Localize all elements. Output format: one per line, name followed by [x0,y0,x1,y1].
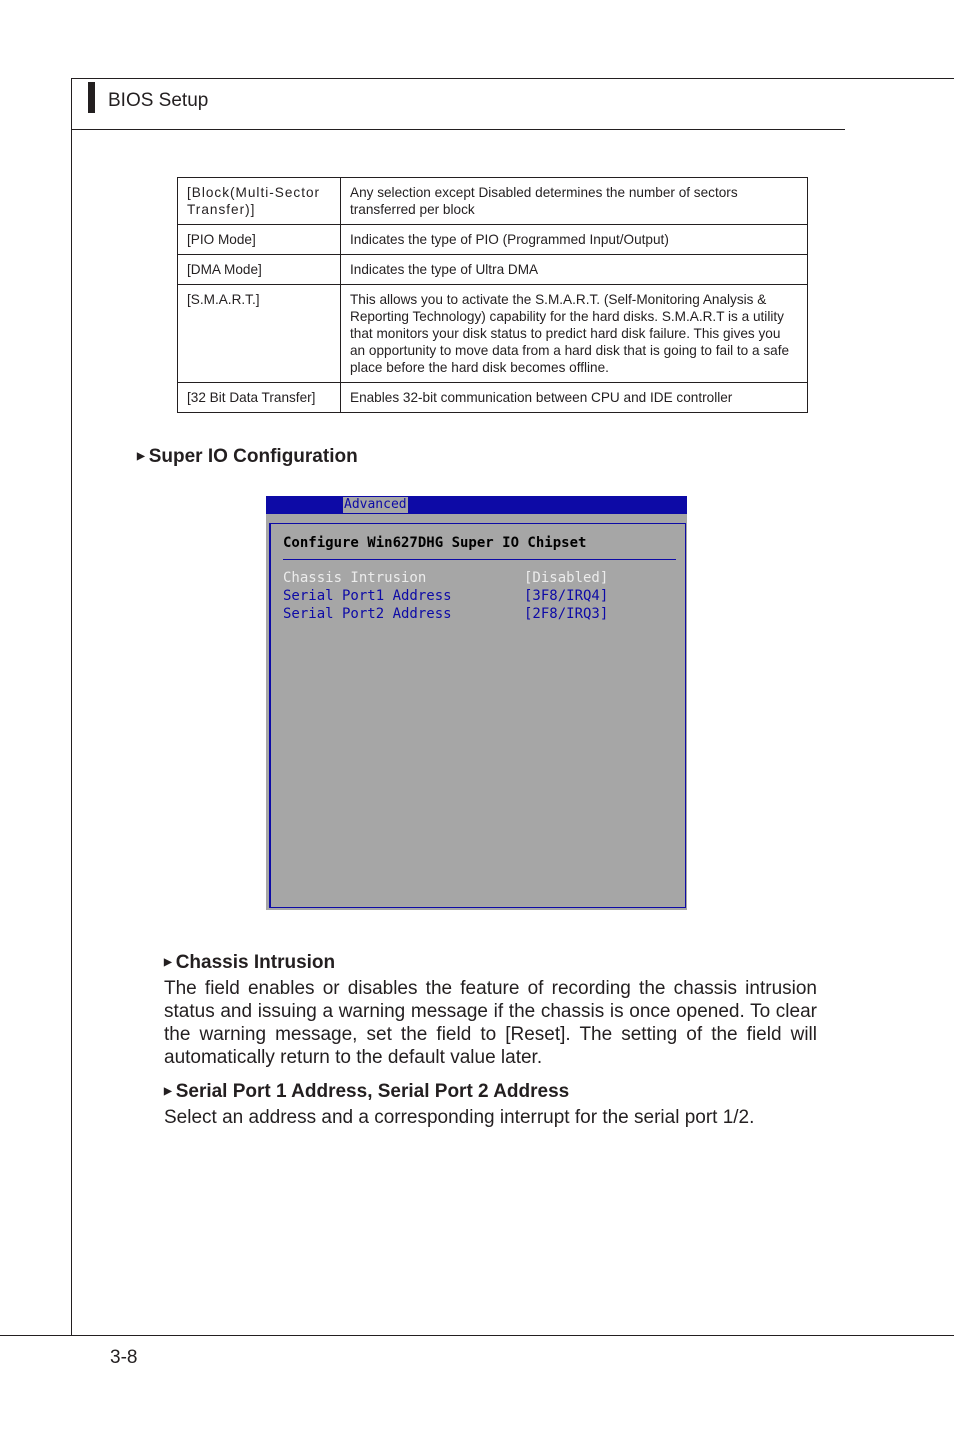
table-row [178,225,808,255]
table-row [178,255,808,285]
page-header-title: BIOS Setup [108,90,209,111]
bios-tab-advanced[interactable]: Advanced [344,497,407,512]
option-term: [S.M.A.R.T.] [178,285,341,383]
bios-item-value: [2F8/IRQ3] [524,606,609,622]
bios-panel-title: Configure Win627DHG Super IO Chipset [283,535,587,551]
option-description: Indicates the type of PIO (Programmed Input/Output) [341,225,808,255]
option-description-table [177,177,808,413]
triangle-bullet-icon: ▶ [164,957,172,968]
option-description: Enables 32-bit communication between CPU and IDE controller [341,383,808,413]
bios-item-label: Serial Port1 Address [283,588,452,604]
chassis-intrusion-body: The field enables or disables the feature of recording the chassis intrusion status and issuing a warning message if the chassis is once opened. To clear the warning message, set the field to [Reset]. The setting of the field will automatically return to the default value later. [164,978,817,1068]
table-row [178,178,808,225]
triangle-bullet-icon: ▶ [164,1086,172,1097]
bios-screenshot [266,496,687,910]
table-row [178,383,808,413]
header-rule [71,129,845,130]
option-term: [PIO Mode] [178,225,341,255]
option-term: [Block(Multi-Sector Transfer)] [178,178,341,225]
bios-panel [269,523,686,908]
serial-port-body: Select an address and a corresponding interrupt for the serial port 1/2. [164,1107,755,1128]
bios-item-label: Serial Port2 Address [283,606,452,622]
option-description: Any selection except Disabled determines the number of sectors transferred per block [341,178,808,225]
option-description: This allows you to activate the S.M.A.R.T. (Self-Monitoring Analysis & Reporting Technology) capability for the hard disks. S.M.A.R.T is a utility that monitors your disk status to predict hard disk failure. This gives you an opportunity to move data from a hard disk that is going to fail to a safe place before the hard disk becomes offline. [341,285,808,383]
super-io-heading-text: Super IO Configuration [148,446,358,467]
bios-item-serial-port1[interactable] [283,587,683,605]
chassis-intrusion-heading-text: Chassis Intrusion [175,952,336,973]
table-row [178,285,808,383]
super-io-heading [137,445,358,469]
option-term: [DMA Mode] [178,255,341,285]
footer-rule [0,1335,954,1336]
header-marker [88,82,95,113]
option-description: Indicates the type of Ultra DMA [341,255,808,285]
serial-port-heading [164,1080,569,1104]
frame-left-rule [71,78,72,1336]
bios-menu-bar [266,496,687,514]
serial-port-heading-text: Serial Port 1 Address, Serial Port 2 Address [175,1081,570,1102]
bios-item-value: [3F8/IRQ4] [524,588,609,604]
triangle-bullet-icon: ▶ [137,451,145,462]
frame-top-rule [71,78,954,79]
bios-item-label: Chassis Intrusion [283,570,427,586]
option-term: [32 Bit Data Transfer] [178,383,341,413]
bios-item-chassis-intrusion[interactable] [283,569,683,587]
bios-item-serial-port2[interactable] [283,605,683,623]
bios-separator [283,559,676,560]
page-number: 3-8 [110,1347,138,1368]
bios-item-value: [Disabled] [524,570,609,586]
chassis-intrusion-heading [164,951,335,975]
